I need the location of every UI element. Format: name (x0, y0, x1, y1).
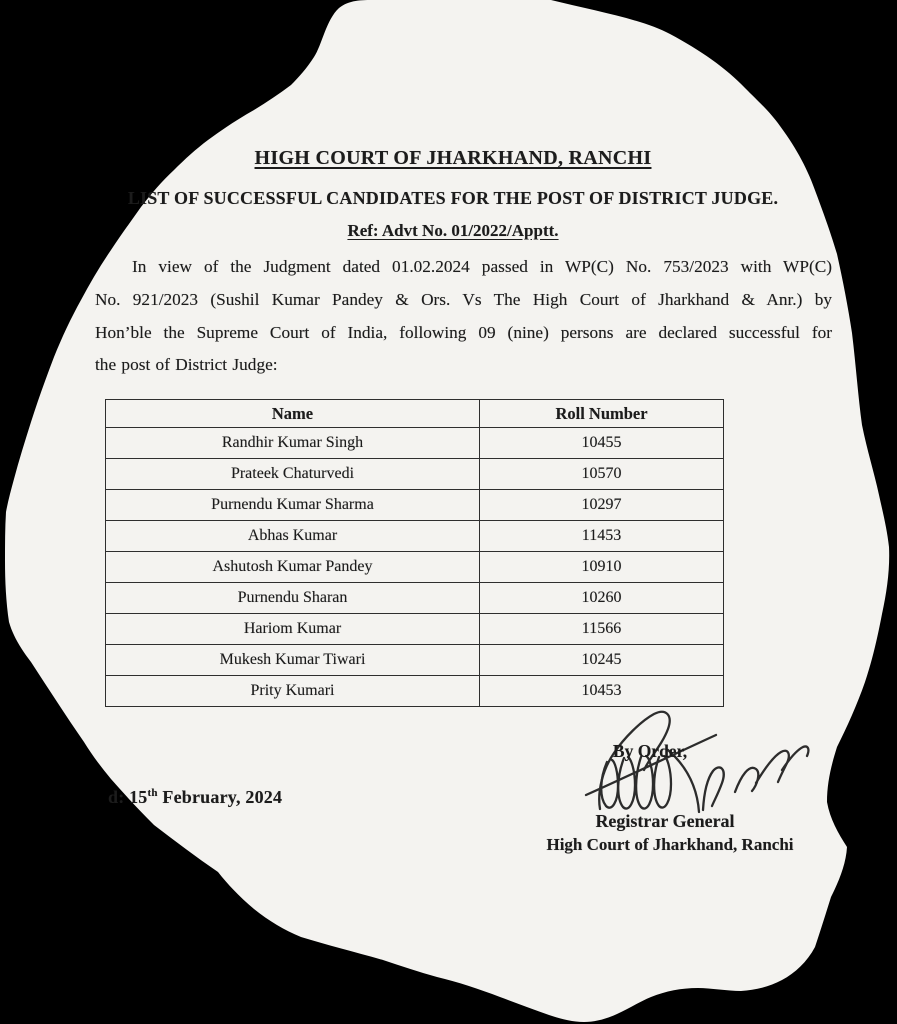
date-line (108, 787, 282, 808)
table-row (106, 459, 724, 490)
signatory-organization: High Court of Jharkhand, Ranchi (546, 835, 794, 854)
signatory-title: Registrar General (595, 811, 735, 831)
candidate-roll: 11566 (480, 614, 724, 645)
candidate-roll: 10570 (480, 459, 724, 490)
table-row (106, 645, 724, 676)
reference-line: Ref: Advt No. 01/2022/Apptt. (347, 221, 559, 240)
by-order-label: By Order, (612, 741, 688, 761)
date-prefix: d: 15 (108, 787, 148, 807)
candidate-roll: 11453 (480, 521, 724, 552)
candidate-name: Prateek Chaturvedi (106, 459, 480, 490)
candidate-name: Abhas Kumar (106, 521, 480, 552)
table-row (106, 428, 724, 459)
candidate-roll: 10910 (480, 552, 724, 583)
candidate-name: Purnendu Kumar Sharma (106, 490, 480, 521)
date-rest: February, 2024 (157, 787, 283, 807)
candidate-name: Mukesh Kumar Tiwari (106, 645, 480, 676)
candidate-name: Randhir Kumar Singh (106, 428, 480, 459)
date-ordinal-suffix: th (147, 787, 158, 799)
body-line-2: No. 921/2023 (Sushil Kumar Pandey & Ors. Vs The High Court of Jharkhand & Anr.) by (95, 289, 832, 309)
candidate-roll: 10455 (480, 428, 724, 459)
body-line-3: Hon’ble the Supreme Court of India, following 09 (nine) persons are declared successful for (95, 322, 832, 342)
table-row (106, 552, 724, 583)
column-header-name: Name (106, 400, 480, 428)
candidate-name: Ashutosh Kumar Pandey (106, 552, 480, 583)
candidate-name: Prity Kumari (106, 676, 480, 707)
page-subtitle: LIST OF SUCCESSFUL CANDIDATES FOR THE POST OF DISTRICT JUDGE. (127, 188, 779, 208)
candidate-roll: 10453 (480, 676, 724, 707)
candidate-roll: 10260 (480, 583, 724, 614)
candidates-table (105, 399, 724, 707)
table-row (106, 583, 724, 614)
signature-flourish-stroke (735, 746, 808, 792)
table-row (106, 490, 724, 521)
candidate-roll: 10297 (480, 490, 724, 521)
table-row (106, 521, 724, 552)
body-line-4: the post of District Judge: (95, 355, 278, 375)
candidate-roll: 10245 (480, 645, 724, 676)
table-row (106, 676, 724, 707)
column-header-roll-number: Roll Number (480, 400, 724, 428)
body-paragraph (95, 251, 832, 382)
table-header-row (106, 400, 724, 428)
candidate-name: Purnendu Sharan (106, 583, 480, 614)
candidate-name: Hariom Kumar (106, 614, 480, 645)
signature-coil-stroke (601, 756, 671, 809)
table-row (106, 614, 724, 645)
body-line-1: In view of the Judgment dated 01.02.2024 passed in WP(C) No. 753/2023 with WP(C) (132, 257, 832, 276)
page-title: HIGH COURT OF JHARKHAND, RANCHI (254, 147, 652, 169)
